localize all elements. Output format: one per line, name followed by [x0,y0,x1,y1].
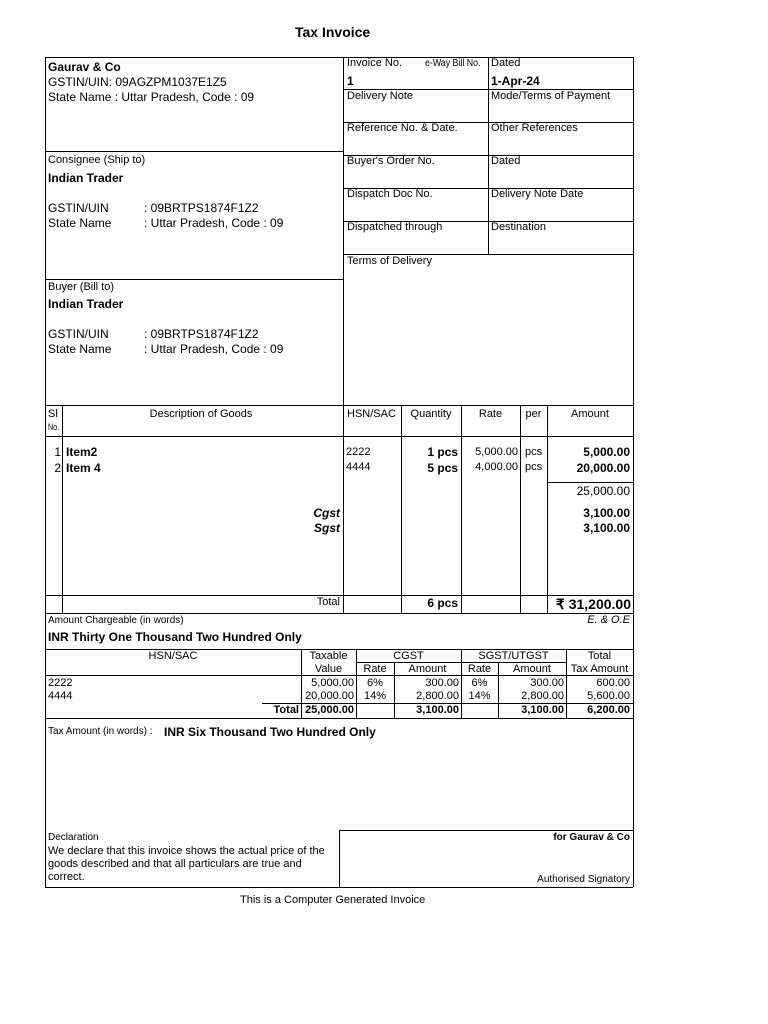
declaration-line: goods described and that all particulars are true and [48,858,302,870]
tax-words-label: Tax Amount (in words) : [48,726,153,737]
consignee-state-label: State Name [48,216,112,230]
row-amount: 20,000.00 [576,461,630,475]
declaration-line: We declare that this invoice shows the actual price of the [48,845,325,857]
tax-row-sgst-rate: 14% [468,690,491,702]
tax-total-sgst: 3,100.00 [521,704,564,716]
row-rate: 5,000.00 [475,446,518,458]
tax-row-cgst-amount: 2,800.00 [416,690,459,702]
tax-col-sgst-rate: Rate [467,663,492,675]
invoice-no-value: 1 [347,74,354,88]
col-quantity: Quantity [410,408,452,420]
seller-gstin: GSTIN/UIN: 09AGZPM1037E1Z5 [48,75,227,89]
row-per: pcs [525,461,543,473]
sgst-amount: 3,100.00 [583,521,630,535]
destination-label: Destination [491,221,547,233]
col-amount: Amount [571,408,609,420]
amount-words-label: Amount Chargeable (in words) [48,615,184,626]
tax-total-amount: 6,200.00 [587,704,630,716]
tax-words-value: INR Six Thousand Two Hundred Only [164,725,376,739]
col-sl: Sl [48,408,58,420]
declaration-heading: Declaration [48,832,99,843]
tax-row-sgst-rate: 6% [471,677,488,689]
eway-bill-label: e-Way Bill No. [425,58,481,69]
row-description: Item2 [66,445,98,459]
tax-row-hsn: 4444 [48,690,73,702]
total-amount: ₹ 31,200.00 [555,596,631,612]
consignee-state-value: : Uttar Pradesh, Code : 09 [144,216,284,230]
consignee-gstin-value: : 09BRTPS1874F1Z2 [144,201,259,215]
dispatch-doc-label: Dispatch Doc No. [347,188,433,200]
dated2-label: Dated [491,155,521,167]
tax-row-taxable: 20,000.00 [305,690,354,702]
tax-total-cgst: 3,100.00 [416,704,459,716]
buyer-name: Indian Trader [48,297,124,311]
tax-col-total-1: Total [587,650,612,662]
authorised-signatory-label: Authorised Signatory [537,874,630,885]
eoe-label: E. & O.E [587,614,630,626]
tax-col-cgst-amount: Amount [408,663,447,675]
tax-row-cgst-rate: 6% [367,677,383,689]
tax-row-cgst-amount: 300.00 [425,677,459,689]
row-per: pcs [525,446,543,458]
tax-col-sgst: SGST/UTGST [478,650,549,662]
tax-col-hsn: HSN/SAC [148,650,198,662]
delivery-note-date-label: Delivery Note Date [491,188,584,200]
for-company-label: for Gaurav & Co [553,832,630,843]
dated-value: 1-Apr-24 [491,74,540,88]
total-label: Total [316,596,340,608]
row-sl: 1 [54,445,61,459]
seller-name: Gaurav & Co [48,60,121,74]
tax-row-total: 600.00 [596,677,630,689]
buyer-gstin-value: : 09BRTPS1874F1Z2 [144,327,259,341]
invoice-no-label: Invoice No. [347,57,403,69]
col-no: No. [48,422,60,432]
tax-col-taxable-2: Value [314,663,343,675]
tax-col-cgst-rate: Rate [363,663,387,675]
cgst-label: Cgst [313,506,340,520]
tax-col-total-2: Tax Amount [570,663,629,675]
col-description: Description of Goods [149,408,253,420]
total-qty: 6 pcs [427,596,458,610]
dated-label: Dated [491,57,521,69]
buyer-state-label: State Name [48,342,112,356]
buyer-state-value: : Uttar Pradesh, Code : 09 [144,342,284,356]
col-per: per [525,408,542,420]
tax-row-cgst-rate: 14% [363,690,387,702]
consignee-name: Indian Trader [48,171,124,185]
tax-row-sgst-amount: 2,800.00 [521,690,564,702]
tax-col-sgst-amount: Amount [513,663,551,675]
other-ref-label: Other References [491,122,578,134]
row-description: Item 4 [66,461,101,475]
row-rate: 4,000.00 [475,461,518,473]
terms-delivery-label: Terms of Delivery [347,255,432,267]
delivery-note-label: Delivery Note [347,90,414,102]
consignee-heading: Consignee (Ship to) [48,154,146,166]
tax-total-taxable: 25,000.00 [305,704,354,716]
seller-state: State Name : Uttar Pradesh, Code : 09 [48,90,255,104]
buyer-gstin-label: GSTIN/UIN [48,327,109,341]
tax-row-sgst-amount: 300.00 [530,677,564,689]
dispatched-through-label: Dispatched through [347,221,443,233]
declaration-line: correct. [48,871,85,883]
tax-total-label: Total [273,704,299,716]
row-amount: 5,000.00 [583,445,630,459]
consignee-gstin-label: GSTIN/UIN [48,201,109,215]
row-qty: 5 pcs [427,461,458,475]
cgst-amount: 3,100.00 [583,506,630,520]
buyers-order-label: Buyer's Order No. [347,155,435,167]
row-sl: 2 [54,461,61,475]
footer-note: This is a Computer Generated Invoice [240,894,426,906]
col-hsn: HSN/SAC [347,408,396,420]
tax-row-total: 5,600.00 [587,690,630,702]
row-hsn: 2222 [346,446,371,458]
tax-row-hsn: 2222 [48,677,73,689]
mode-terms-label: Mode/Terms of Payment [491,90,611,102]
row-qty: 1 pcs [427,445,458,459]
amount-words-value: INR Thirty One Thousand Two Hundred Only [48,630,302,644]
subtotal-amount: 25,000.00 [576,484,630,498]
col-rate: Rate [478,408,503,420]
row-hsn: 4444 [346,461,371,473]
tax-col-taxable-1: Taxable [309,650,348,662]
reference-label: Reference No. & Date. [347,122,458,134]
sgst-label: Sgst [313,521,340,535]
tax-col-cgst: CGST [393,650,424,662]
buyer-heading: Buyer (Bill to) [48,281,115,293]
invoice-title: Tax Invoice [295,24,371,40]
tax-row-taxable: 5,000.00 [311,677,354,689]
